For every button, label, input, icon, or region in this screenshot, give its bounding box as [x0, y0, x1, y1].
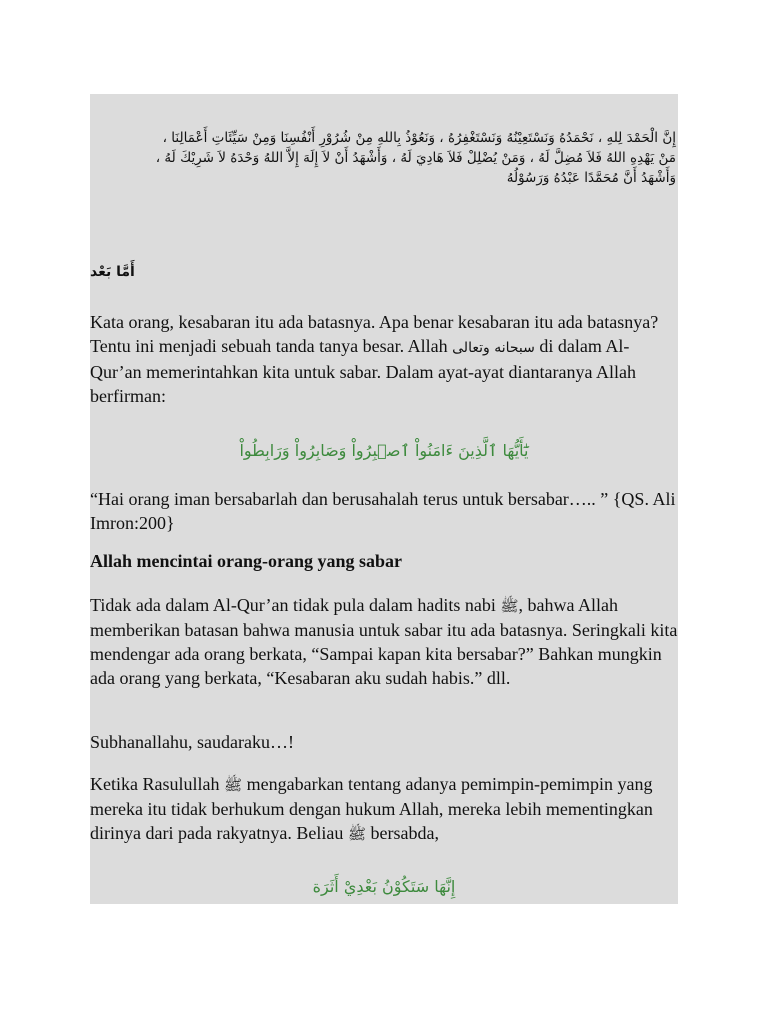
salawat-icon: ﷺ [223, 776, 243, 794]
paragraph-3-text-a: Tidak ada dalam Al-Qur’an tidak pula dalam hadits nabi [90, 595, 501, 615]
paragraph-2: “Hai orang iman bersabarlah dan berusahalah terus untuk bersabar….. ” {QS. Ali Imron:200} [90, 489, 676, 533]
opening-arabic-block [90, 128, 678, 188]
paragraph-3 [90, 593, 678, 690]
opening-arabic-line-1: إِنَّ الْحَمْدَ لِلهِ ، نَحْمَدُهُ وَنَسْتَعِيْنُهُ وَنَسْتَغْفِرُهُ ، وَنَعُوْذُ بِاللهِ مِنْ شُرُوْرِ أَنْفُسِنَا وَمِنْ سَيِّئَاتِ أَعْمَالِنَا ، [162, 130, 676, 146]
paragraph-1-arabic-inline: سبحانه وتعالى [452, 340, 535, 356]
paragraph-1-text-b: di dalam Al-Qur’an memerintahkan kita untuk sabar. Dalam ayat-ayat diantaranya Allah berfirman: [90, 336, 636, 406]
paragraph-5-text-b: mengabarkan tentang adanya pemimpin-pemimpin yang mereka itu tidak berhukum dengan hukum Allah, mereka lebih mementingkan dirinya dari pada rakyatnya. Beliau [90, 774, 653, 843]
salawat-icon: ﷺ [347, 825, 367, 843]
paragraph-5-text-a: Ketika Rasulullah [90, 774, 224, 794]
paragraph-5-text-c: bersabda, [366, 823, 439, 843]
opening-arabic-line-3: وَأَشْهَدُ أَنَّ مُحَمَّدًا عَبْدُهُ وَرَسُوْلُهُ [506, 170, 676, 186]
paragraph-5 [90, 772, 678, 846]
salawat-icon: ﷺ [500, 597, 519, 615]
paragraph-3-text-b: , bahwa Allah memberikan batasan bahwa manusia untuk sabar itu ada batasnya. Seringkali kita mendengar ada orang berkata, “Sampai kapan kita bersabar?” Bahkan mungkin ada orang yang berkata, “Kesabaran aku sudah habis.” dll. [90, 595, 678, 688]
paragraph-1 [90, 310, 678, 408]
quran-verse-1: يَٰٓأَيُّهَا ٱلَّذِينَ ءَامَنُواْ ٱصۡبِرُواْ وَصَابِرُواْ وَرَابِطُواْ [239, 441, 529, 460]
document-page [90, 94, 678, 904]
section-heading: Allah mencintai orang-orang yang sabar [90, 551, 403, 571]
paragraph-4: Subhanallahu, saudaraku…! [90, 732, 294, 752]
paragraph-1-text-a: Kata orang, kesabaran itu ada batasnya. Apa benar kesabaran itu ada batasnya? Tentu ini menjadi sebuah tanda tanya besar. Allah [90, 312, 659, 356]
amma-badu-text: أَمَّا بَعْد [90, 264, 135, 280]
amma-badu-heading [90, 264, 670, 280]
opening-arabic-line-2: مَنْ يَهْدِهِ اللهُ فَلاَ مُضِلَّ لَهُ ، وَمَنْ يُضْلِلْ فَلاَ هَادِيَ لَهُ ، وَأَشْهَدُ أَنْ لاَ إِلَهَ إِلاَّ اللهُ وَحْدَهُ لاَ شَرِيْكَ لَهُ ، [155, 150, 676, 166]
hadith-verse: إِنَّهَا سَتَكُوْنُ بَعْدِيْ أَثَرَة [312, 877, 456, 896]
